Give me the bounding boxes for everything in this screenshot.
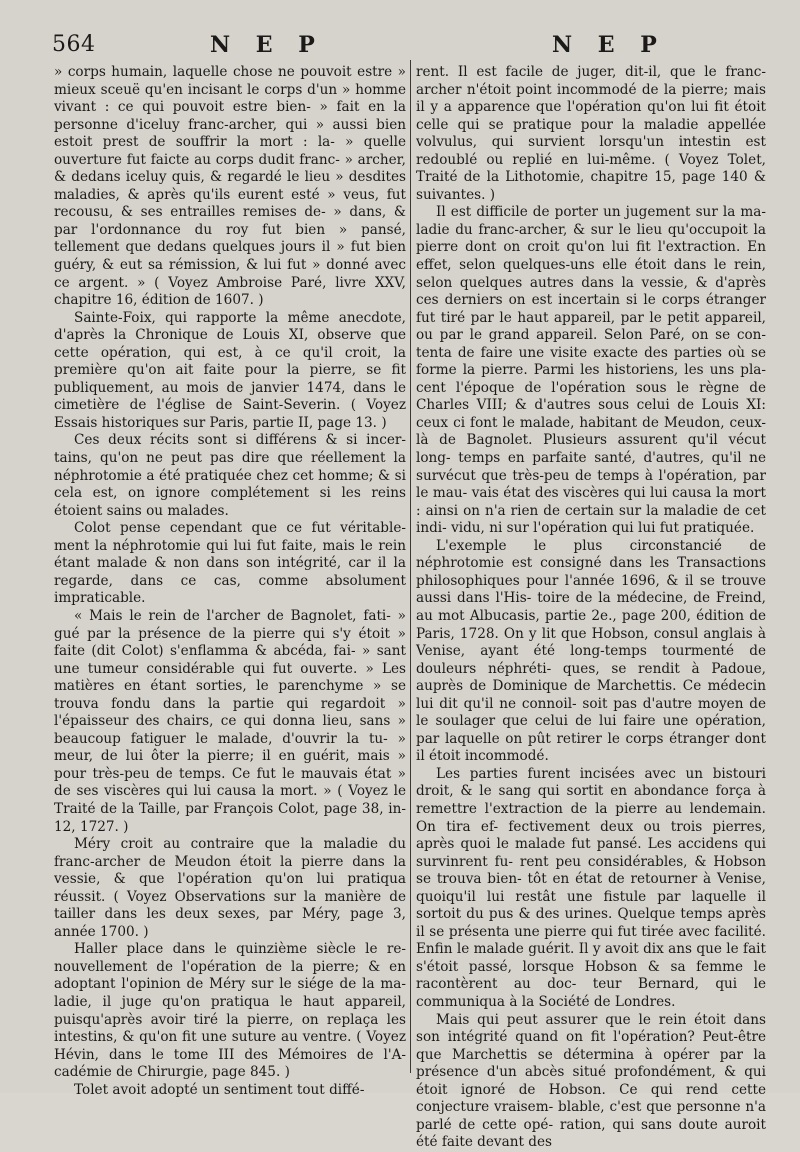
paragraph: Les parties furent incisées avec un bistouri droit, & le sang qui sortit en abondance força à remettre l'extraction de la pierre au lendemain. On tira ef- fectivement deux ou trois pierres, après quoi le malade fut pansé. Les accidens qui survinrent fu- rent peu considérables, & Hobson se trouva bien- tôt en état de retourner à Venise, quoiqu'il lui restât une fistule par laquelle il sortoit du pus & des urines. Quelque temps après il se présenta une pierre qui fut tirée avec facilité. Enfin le malade guérit. Il y avoit dix ans que le fait s'étoit passé, lorsque Hobson & sa femme le racontèrent au doc- teur Bernard, qui le communiqua à la Société de Londres. — [416, 765, 766, 1010]
paragraph: Tolet avoit adopté un sentiment tout diffé- — [74, 1081, 365, 1098]
right-column — [416, 64, 766, 1151]
paragraph: « Mais le rein de l'archer de Bagnolet, fati- » gué par la présence de la pierre qui s'y étoit » faite (dit Colot) s'enflamma & abcéda, fai- » sant une tumeur considérable qui fut ouverte. » Les matières en étant sorties, le parenchyme » se trouva fondu dans la partie qui regardoit » l'épaisseur des chairs, ce qui donna lieu, sans » beaucoup fatiguer le malade, d'ouvrir la tu- » meur, de lui ôter la pierre; il en guérit, mais » pour très-peu de temps. Ce fut le mauvais état » de ses viscères qui lui causa la mort. » ( Voyez le Traité de la Taille, par François Colot, page 38, in-12, 1727. ) — [54, 607, 406, 835]
paragraph: Haller place dans le quinzième siècle le re- nouvellement de l'opération de la pierre; & en adoptant l'opinion de Méry sur le siége de la ma- ladie, il juge qu'on pratiqua le haut appareil, puisqu'après avoir tiré la pierre, on replaça les intestins, & qu'on fit une suture au ventre. ( Voyez Hévin, dans le tome III des Mémoires de l'A- cadémie de Chirurgie, page 845. ) — [54, 941, 406, 1081]
paragraph: Ces deux récits sont si différens & si incer- tains, qu'on ne peut pas dire que réellement la néphrotomie a été pratiquée chez cet homme; & si cela est, on ignore complétement si les reins étoient sains ou malades. — [54, 432, 406, 519]
right-running-title: N E P — [552, 32, 666, 58]
page-number: 564 — [52, 32, 96, 57]
paragraph: » corps humain, laquelle chose ne pouvoit estre » mieux sceuë qu'en incisant le corps d'un » homme vivant : ce qui pouvoit estre bien- » fait en la personne d'iceluy franc-archer, qui » aussi bien estoit prest de souffrir la mort : la- » quelle ouverture fut faicte au corps dudit franc- » archer, & dedans iceluy quis, & regardé le lieu » desdites maladies, & après qu'ils eurent esté » veus, fut recousu, & ses entrailles remises de- » dans, & par l'ordonnance du roy fut bien » pansé, tellement que dedans quelques jours il » fut bien guéry, & eut sa rémission, & lui fut » donné avec ce argent. » ( Voyez Ambroise Paré, livre XXV, chapitre 16, édition de 1607. ) — [54, 64, 406, 309]
running-header — [52, 28, 770, 62]
paragraph: Sainte-Foix, qui rapporte la même anecdote, d'après la Chronique de Louis XI, observe que cette opération, qui est, à ce qu'il croit, la première qu'on ait faite pour la pierre, se fit publiquement, au mois de janvier 1474, dans le cimetière de l'église de Saint-Severin. ( Voyez Essais historiques sur Paris, partie II, page 13. ) — [54, 309, 406, 431]
left-column — [54, 64, 406, 1098]
paragraph: rent. Il est facile de juger, dit-il, que le franc- archer n'étoit point incommodé de la pierre; mais il y a apparence que l'opération qu'on lui fit étoit celle qui se pratique pour la maladie appellée volvulus, qui survient lorsqu'un intestin est redoublé ou replié en lui-même. ( Voyez Tolet, Traité de la Lithotomie, chapitre 15, page 140 & suivantes. ) — [416, 64, 766, 203]
paragraph: Mais qui peut assurer que le rein étoit dans son intégrité quand on fit l'opération? Peut-être que Marchettis se détermina à opérer par la présence d'un abcès situé profondément, & qui étoit ignoré de Hobson. Ce qui rend cette conjecture vraisem- blable, c'est que personne n'a parlé de cette opé- ration, qui sans doute auroit été faite devant des — [416, 1011, 766, 1151]
paragraph: Il est difficile de porter un jugement sur la ma- ladie du franc-archer, & sur le lieu qu'occupoit la pierre dont on croit qu'on lui fit l'extraction. En effet, selon quelques-uns elle étoit dans le rein, selon quelques autres dans la vessie, & d'après ces derniers on est incertain si le corps étranger fut tiré par le haut appareil, par le petit appareil, ou par le grand appareil. Selon Paré, on se con- tenta de faire une visite exacte des parties où se forme la pierre. Parmi les historiens, les uns pla- cent l'époque de l'opération sous le règne de Charles VIII; & d'autres sous celui de Louis XI: ceux ci font le malade, habitant de Meudon, ceux- là de Bagnolet. Plusieurs assurent qu'il vécut long- temps en parfaite santé, d'autres, qu'il ne survécut que très-peu de temps à l'opération, par le mau- vais état des viscères qui lui causa la mort : ainsi on n'a rien de certain sur la maladie de cet indi- vidu, ni sur l'opération qui lui fut pratiquée. — [416, 204, 766, 537]
left-running-title: N E P — [210, 32, 324, 58]
paragraph: L'exemple le plus circonstancié de néphrotomie est consigné dans les Transactions philosophiques pour l'année 1696, & il se trouve aussi dans l'His- toire de la médecine, de Freind, au mot Albucasis, partie 2e., page 200, édition de Paris, 1728. On y lit que Hobson, consul anglais à Venise, ayant été long-temps tourmenté de douleurs néphréti- ques, se rendit à Padoue, auprès de Dominique de Marchettis. Ce médecin lui dit qu'il ne connoil- soit pas d'autre moyen de le soulager que celui de lui faire une opération, par laquelle on pût retirer le corps étranger dont il étoit incommodé. — [416, 537, 766, 765]
column-divider — [410, 60, 411, 1073]
paragraph: Méry croit au contraire que la maladie du franc-archer de Meudon étoit la pierre dans la vessie, & que l'opération qu'on lui pratiqua réussit. ( Voyez Observations sur la manière de tailler dans les deux sexes, par Méry, page 3, année 1700. ) — [54, 836, 406, 940]
paragraph: Colot pense cependant que ce fut véritable- ment la néphrotomie qui lui fut faite, mais le rein étant malade & non dans son intégrité, car il la regarde, dans ce cas, comme absolument impraticable. — [54, 520, 406, 607]
